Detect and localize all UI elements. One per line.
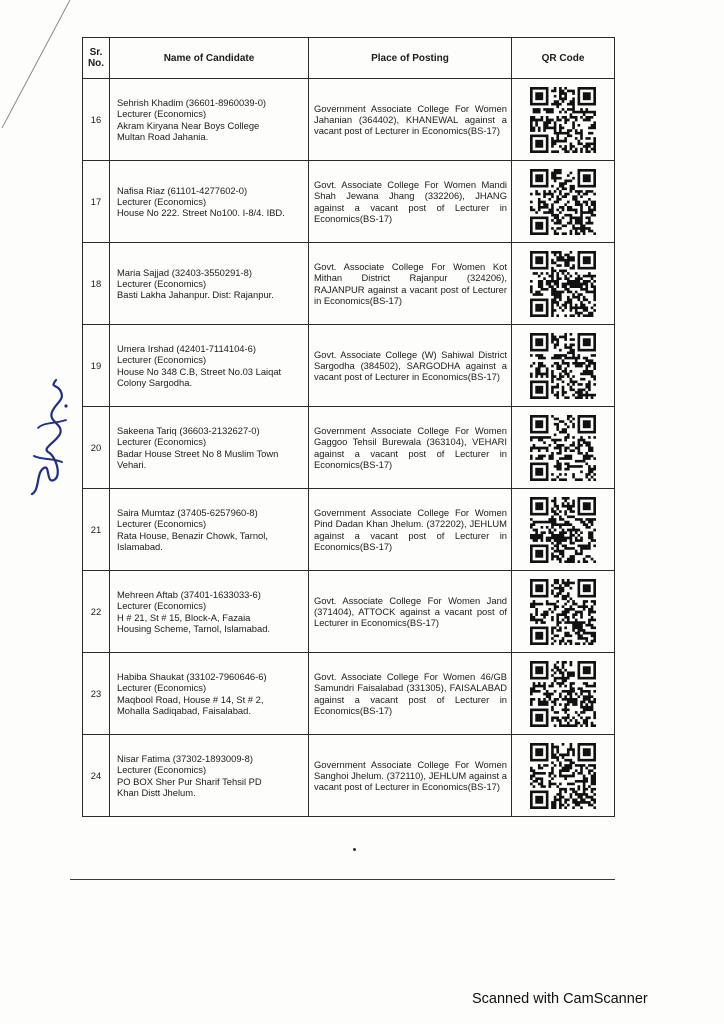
candidate-designation: Lecturer (Economics) xyxy=(117,682,207,694)
header-sr-no: Sr. No. xyxy=(83,38,110,79)
camscanner-watermark: Scanned with CamScanner xyxy=(472,991,648,1007)
candidate-designation: Lecturer (Economics) xyxy=(117,354,207,366)
candidate-cell xyxy=(110,489,309,571)
qr-code-icon xyxy=(530,415,596,481)
candidate-designation: Lecturer (Economics) xyxy=(117,277,207,289)
table-row xyxy=(83,79,615,161)
header-place-of-posting: Place of Posting xyxy=(309,38,512,79)
place-of-posting: Govt. Associate College For Women Mandi Shah Jewana Jhang (332206), JHANG against a vacant post of Lecturer in Economics(BS-17) xyxy=(309,161,512,243)
place-of-posting: Govt. Associate College For Women Jand (371404), ATTOCK against a vacant post of Lecturer in Economics(BS-17) xyxy=(309,571,512,653)
candidate-name-cnic: Nafisa Riaz (61101-4277602-0) xyxy=(117,184,248,196)
qr-code-icon xyxy=(530,87,596,153)
handwritten-signature xyxy=(26,372,74,502)
qr-code-icon xyxy=(530,661,596,727)
page-edge-line xyxy=(0,0,80,140)
qr-cell xyxy=(512,489,615,571)
table-header-row xyxy=(83,38,615,79)
header-name-of-candidate: Name of Candidate xyxy=(110,38,309,79)
candidate-name-cnic: Maria Sajjad (32403-3550291-8) xyxy=(117,266,252,278)
candidate-address-line: Badar House Street No 8 Muslim Town xyxy=(117,447,279,459)
candidate-name-cnic: Umera Irshad (42401-7114104-6) xyxy=(117,342,256,354)
posting-table xyxy=(82,37,615,817)
candidate-address-line: H # 21, St # 15, Block-A, Fazaia xyxy=(117,611,251,623)
candidate-address-line: Mohalla Sadiqabad, Faisalabad. xyxy=(117,704,251,716)
table-row xyxy=(83,161,615,243)
candidate-cell xyxy=(110,243,309,325)
candidate-cell xyxy=(110,79,309,161)
serial-number: 23 xyxy=(83,653,110,735)
stray-dot xyxy=(353,848,356,851)
candidate-address-line: Vehari. xyxy=(117,458,147,470)
candidate-name-cnic: Habiba Shaukat (33102-7960646-6) xyxy=(117,670,267,682)
qr-cell xyxy=(512,571,615,653)
serial-number: 20 xyxy=(83,407,110,489)
candidate-name-cnic: Sakeena Tariq (36603-2132627-0) xyxy=(117,424,260,436)
table-body xyxy=(83,79,615,817)
serial-number: 16 xyxy=(83,79,110,161)
candidate-address-line: Khan Distt Jhelum. xyxy=(117,786,196,798)
candidate-designation: Lecturer (Economics) xyxy=(117,436,207,448)
candidate-designation: Lecturer (Economics) xyxy=(117,195,207,207)
candidate-cell xyxy=(110,407,309,489)
table-row xyxy=(83,243,615,325)
serial-number: 18 xyxy=(83,243,110,325)
qr-code-icon xyxy=(530,333,596,399)
qr-cell xyxy=(512,79,615,161)
table-row xyxy=(83,489,615,571)
candidate-address-line: Maqbool Road, House # 14, St # 2, xyxy=(117,693,264,705)
candidate-address-line: Housing Scheme, Tarnol, Islamabad. xyxy=(117,622,271,634)
qr-code-icon xyxy=(530,743,596,809)
candidate-designation: Lecturer (Economics) xyxy=(117,518,207,530)
footer-rule xyxy=(70,879,615,880)
place-of-posting: Govt. Associate College For Women 46/GB Samundri Faisalabad (331305), FAISALABAD against a vacant post of Lecturer in Economics(BS-17) xyxy=(309,653,512,735)
candidate-cell xyxy=(110,325,309,407)
candidate-address-line: Akram Kiryana Near Boys College xyxy=(117,119,260,131)
candidate-address-line: Multan Road Jahania. xyxy=(117,130,209,142)
candidate-designation: Lecturer (Economics) xyxy=(117,764,207,776)
qr-code-icon xyxy=(530,497,596,563)
candidate-cell xyxy=(110,653,309,735)
place-of-posting: Government Associate College For Women Pind Dadan Khan Jhelum. (372202), JEHLUM against a vacant post of Lecturer in Economics(BS-17) xyxy=(309,489,512,571)
serial-number: 17 xyxy=(83,161,110,243)
serial-number: 24 xyxy=(83,735,110,817)
qr-cell xyxy=(512,735,615,817)
candidate-name-cnic: Sehrish Khadim (36601-8960039-0) xyxy=(117,96,267,108)
candidate-name-cnic: Mehreen Aftab (37401-1633033-6) xyxy=(117,588,261,600)
candidate-designation: Lecturer (Economics) xyxy=(117,108,207,120)
candidate-cell xyxy=(110,161,309,243)
qr-cell xyxy=(512,407,615,489)
candidate-address-line: Basti Lakha Jahanpur. Dist: Rajanpur. xyxy=(117,289,274,301)
header-qr-code: QR Code xyxy=(512,38,615,79)
serial-number: 22 xyxy=(83,571,110,653)
serial-number: 19 xyxy=(83,325,110,407)
candidate-address-line: House No 348 C.B, Street No.03 Laiqat xyxy=(117,365,282,377)
table-row xyxy=(83,571,615,653)
place-of-posting: Government Associate College For Women Sanghoi Jhelum. (372110), JEHLUM against a vacant post of Lecturer in Economics(BS-17) xyxy=(309,735,512,817)
place-of-posting: Govt. Associate College (W) Sahiwal District Sargodha (384502), SARGODHA against a vacant post of Lecturer in Economics(BS-17) xyxy=(309,325,512,407)
candidate-address-line: Islamabad. xyxy=(117,540,163,552)
qr-code-icon xyxy=(530,251,596,317)
table-row xyxy=(83,407,615,489)
candidate-cell xyxy=(110,735,309,817)
candidate-cell xyxy=(110,571,309,653)
candidate-name-cnic: Nisar Fatima (37302-1893009-8) xyxy=(117,752,254,764)
candidate-address-line: Rata House, Benazir Chowk, Tarnol, xyxy=(117,529,268,541)
qr-code-icon xyxy=(530,579,596,645)
place-of-posting: Government Associate College For Women Jahanian (364402), KHANEWAL against a vacant post of Lecturer in Economics(BS-17) xyxy=(309,79,512,161)
table-row xyxy=(83,653,615,735)
candidate-address-line: Colony Sargodha. xyxy=(117,376,193,388)
qr-cell xyxy=(512,325,615,407)
place-of-posting: Government Associate College For Women Gaggoo Tehsil Burewala (363104), VEHARI against a vacant post of Lecturer in Economics(BS-17) xyxy=(309,407,512,489)
candidate-name-cnic: Saira Mumtaz (37405-6257960-8) xyxy=(117,506,258,518)
table-row xyxy=(83,325,615,407)
qr-code-icon xyxy=(530,169,596,235)
qr-cell xyxy=(512,161,615,243)
candidate-designation: Lecturer (Economics) xyxy=(117,600,207,612)
candidate-address-line: PO BOX Sher Pur Sharif Tehsil PD xyxy=(117,775,262,787)
qr-cell xyxy=(512,653,615,735)
place-of-posting: Govt. Associate College For Women Kot Mithan District Rajanpur (324206), RAJANPUR against a vacant post of Lecturer in Economics(BS-17) xyxy=(309,243,512,325)
candidate-address-line: House No 222. Street No100. I-8/4. IBD. xyxy=(117,207,285,219)
table-row xyxy=(83,735,615,817)
serial-number: 21 xyxy=(83,489,110,571)
qr-cell xyxy=(512,243,615,325)
